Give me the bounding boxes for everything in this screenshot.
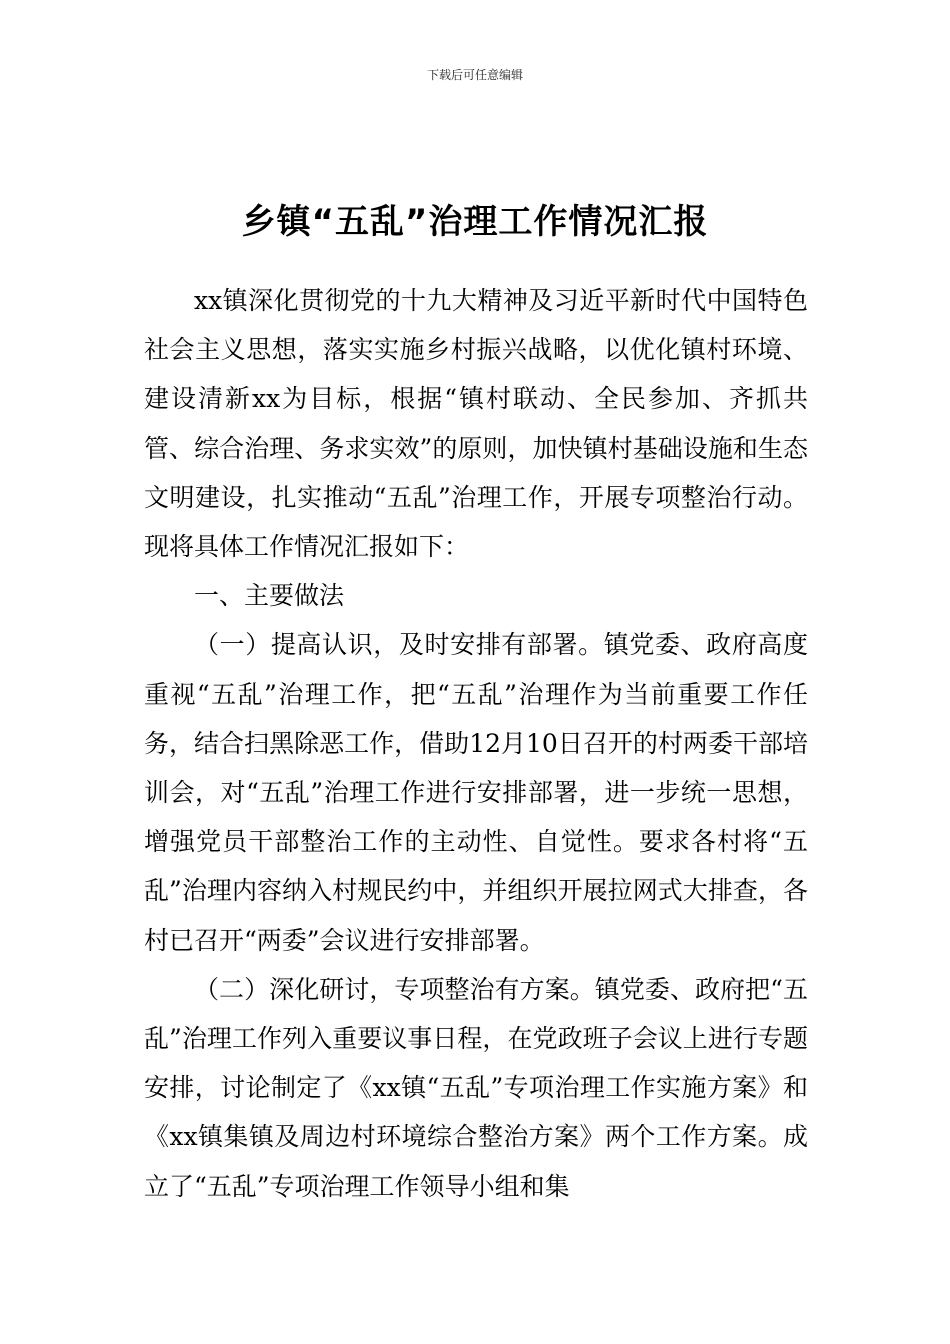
page-header-note: 下载后可任意编辑 <box>426 68 523 82</box>
document-title: 乡镇“五乱”治理工作情况汇报 <box>241 201 709 242</box>
section-heading-main-practices: 一、主要做法 <box>194 581 345 611</box>
paragraph-item-1: （一）提高认识，及时安排有部署。镇党委、政府高度重视“五乱”治理工作，把“五乱”治理作为当前重要工作任务，结合扫黑除恶工作，借助12月10日召开的村两委干部培训会，对“五乱”治理工作进行安排部署，进一步统一思想，增强党员干部整治工作的主动性、自觉性。要求各村将“五乱”治理内容纳入村规民约中，并组织开展拉网式大排查，各村已召开“两委”会议进行安排部署。 <box>144 630 808 955</box>
intro-paragraph: xx镇深化贯彻党的十九大精神及习近平新时代中国特色社会主义思想，落实实施乡村振兴战略，以优化镇村环境、建设清新xx为目标，根据“镇村联动、全民参加、齐抓共管、综合治理、务求实效”的原则，加快镇村基础设施和生态文明建设，扎实推动“五乱”治理工作，开展专项整治行动。现将具体工作情况汇报如下： <box>144 286 808 562</box>
paragraph-item-2: （二）深化研讨，专项整治有方案。镇党委、政府把“五乱”治理工作列入重要议事日程，在党政班子会议上进行专题安排，讨论制定了《xx镇“五乱”专项治理工作实施方案》和《xx镇集镇及周边村环境综合整治方案》两个工作方案。成立了“五乱”专项治理工作领导小组和集 <box>144 974 808 1201</box>
document-body <box>144 276 808 1211</box>
